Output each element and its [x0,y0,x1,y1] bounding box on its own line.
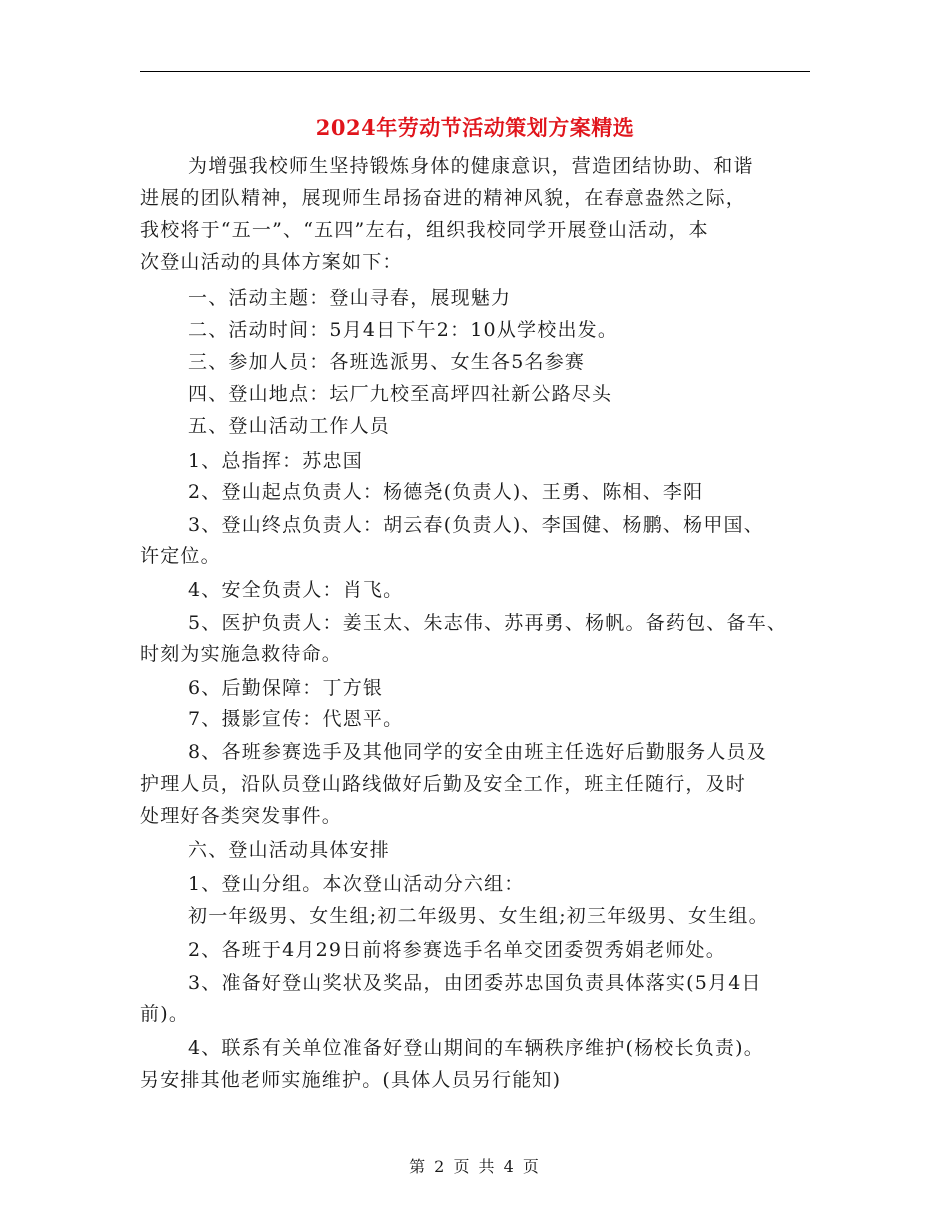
body-line: 2、登山起点负责人：杨德尧(负责人)、王勇、陈相、李阳 [188,481,704,503]
header-rule [140,71,810,72]
body-line: 五、登山活动工作人员 [188,415,391,437]
document-title: 2024年劳动节活动策划方案精选 [315,115,635,140]
body-line: 4、联系有关单位准备好登山期间的车辆秩序维护(杨校长负责)。 [188,1037,764,1059]
body-line: 3、登山终点负责人：胡云春(负责人)、李国健、杨鹏、杨甲国、 [188,514,764,536]
body-line: 四、登山地点：坛厂九校至高坪四社新公路尽头 [188,383,613,405]
body-line: 7、摄影宣传：代恩平。 [188,708,404,730]
body-line: 处理好各类突发事件。 [140,805,343,827]
body-line: 次登山活动的具体方案如下： [140,251,403,273]
body-line: 许定位。 [140,545,221,567]
body-line: 我校将于“五一”、“五四”左右，组织我校同学开展登山活动，本 [140,219,709,241]
body-line: 进展的团队精神，展现师生昂扬奋进的精神风貌，在春意盎然之际， [140,187,747,209]
body-line: 一、活动主题：登山寻春，展现魅力 [188,287,512,309]
body-line: 3、准备好登山奖状及奖品，由团委苏忠国负责具体落实(5月4日 [188,972,762,994]
body-line: 护理人员，沿队员登山路线做好后勤及安全工作，班主任随行，及时 [140,773,747,795]
body-line: 前)。 [140,1003,190,1025]
body-line: 1、总指挥：苏忠国 [188,450,363,472]
body-line: 1、登山分组。本次登山活动分六组： [188,873,525,895]
body-line: 初一年级男、女生组;初二年级男、女生组;初三年级男、女生组。 [188,905,769,927]
body-line: 5、医护负责人：姜玉太、朱志伟、苏再勇、杨帆。备药包、备车、 [188,612,788,634]
body-line: 六、登山活动具体安排 [188,839,391,861]
body-line: 2、各班于4月29日前将参赛选手名单交团委贺秀娟老师处。 [188,939,726,961]
body-line: 8、各班参赛选手及其他同学的安全由班主任选好后勤服务人员及 [188,741,767,763]
body-line: 6、后勤保障：丁方银 [188,677,384,699]
body-line: 三、参加人员：各班选派男、女生各5名参赛 [188,351,586,373]
body-line: 时刻为实施急救待命。 [140,643,343,665]
body-line: 4、安全负责人：肖飞。 [188,579,404,601]
page-footer: 第 2 页 共 4 页 [409,1157,541,1176]
body-line: 另安排其他老师实施维护。(具体人员另行能知) [140,1069,562,1091]
body-line: 二、活动时间：5月4日下午2：10从学校出发。 [188,319,619,341]
body-line: 为增强我校师生坚持锻炼身体的健康意识，营造团结协助、和谐 [188,155,754,177]
